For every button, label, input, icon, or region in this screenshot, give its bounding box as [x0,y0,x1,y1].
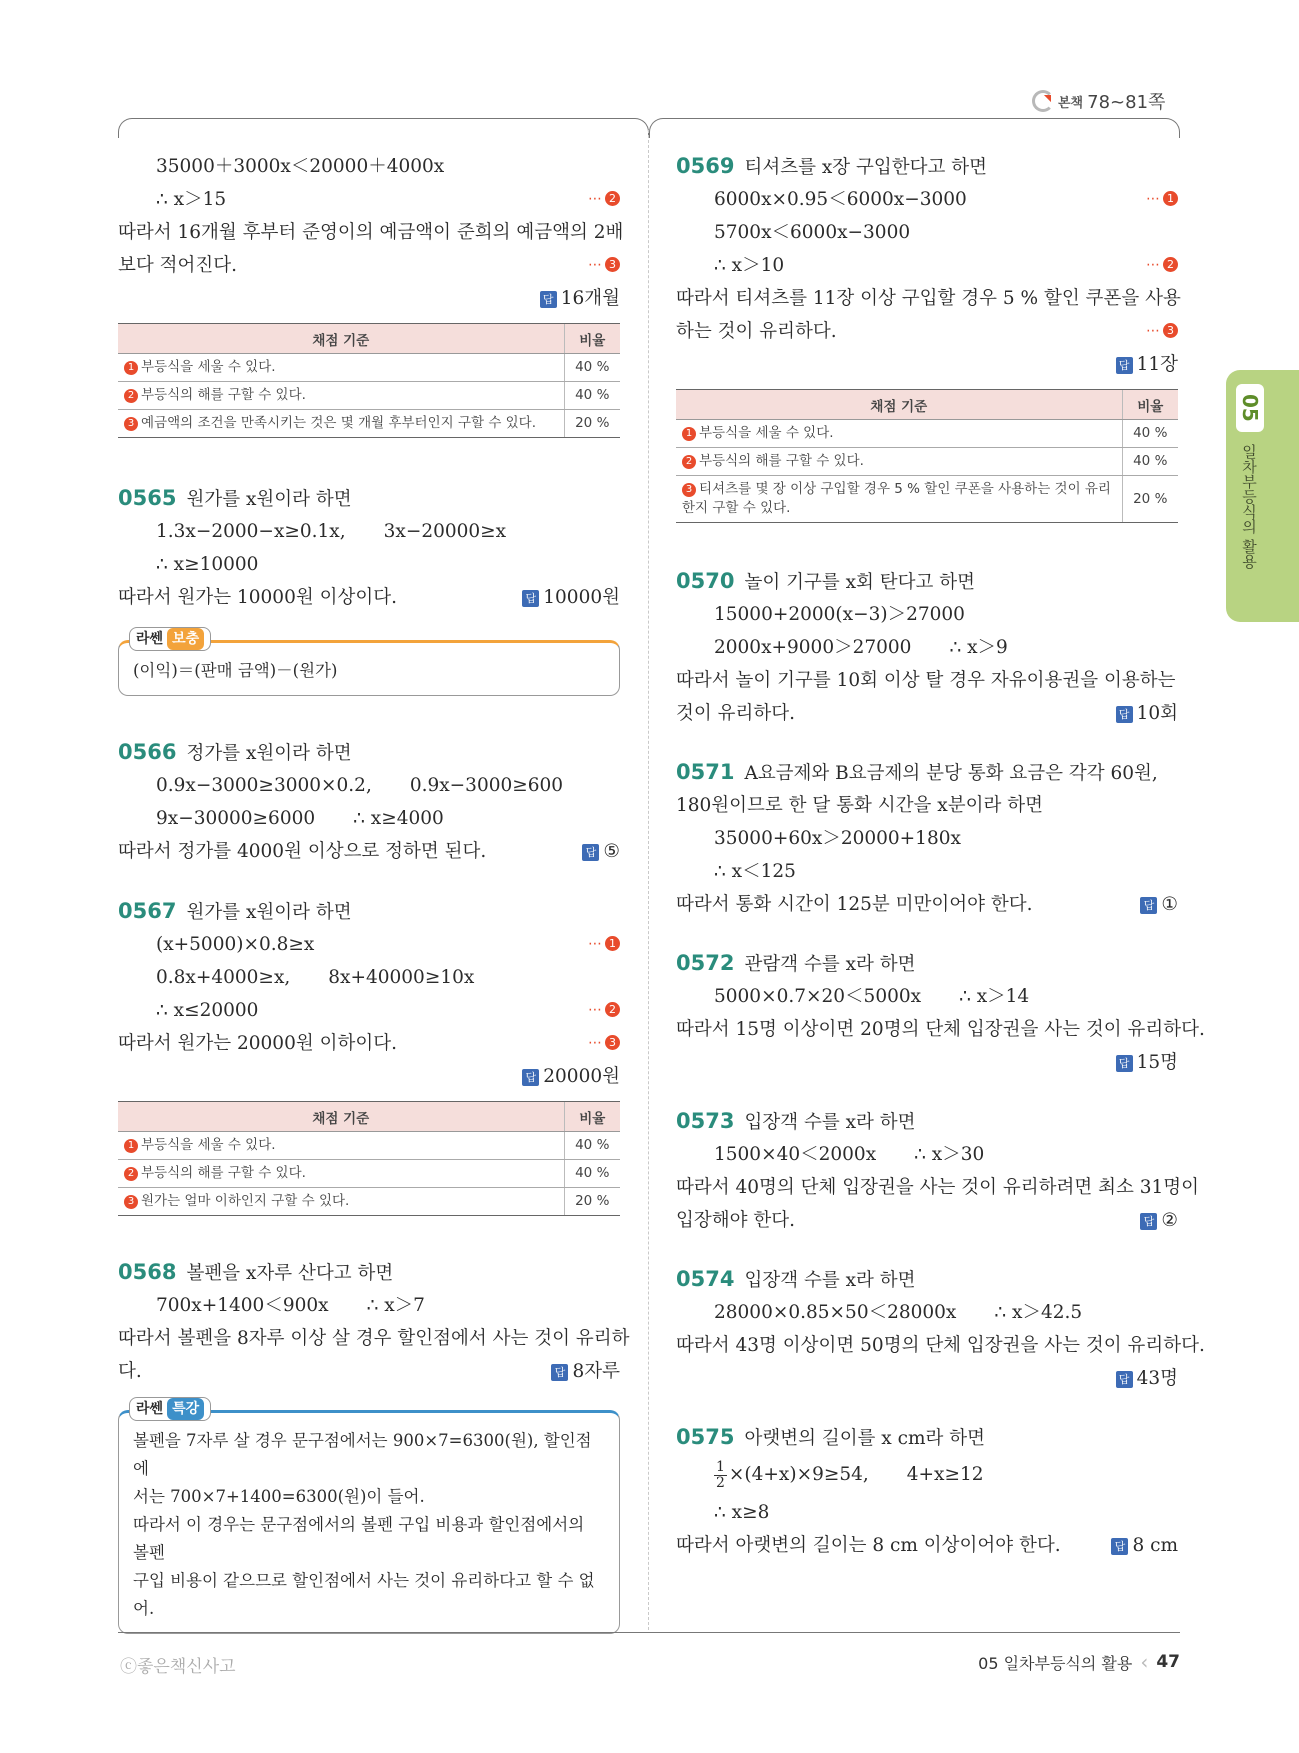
problem-heading: 0568 볼펜을 x자루 산다고 하면 [118,1260,394,1284]
answer-badge: 답 [1140,897,1157,914]
note-tag: 라쎈 보충 [129,627,211,651]
answer-badge: 답 [522,590,539,607]
footer-chapter: 05 일차부등식의 활용 [978,1653,1133,1673]
solution-line: 따라서 15명 이상이면 20명의 단체 입장권을 사는 것이 유리하다. [676,1019,1205,1040]
problem-heading: 0575 아랫변의 길이를 x cm라 하면 [676,1425,986,1449]
solution-line: 1.3x−2000−x≥0.1x, 3x−20000≥x [156,521,507,542]
solution-line: ∴ x＜125 [714,861,796,882]
problem-heading: 0566 정가를 x원이라 하면 [118,740,352,764]
step-marker: ⋯ 1 [1146,183,1178,216]
page-range: 78~81쪽 [1087,92,1166,113]
answer-badge: 답 [1116,706,1133,723]
solution-line: $\frac{1}{2}$ ×(4+x)×9≥54, 4+x≥12 [716,1458,984,1491]
publisher: ⓒ좋은책신사고 [120,1657,236,1677]
step-marker: ⋯ 1 [588,928,620,961]
answer: 답 10000원 [522,581,620,614]
fraction: $\frac{1}{2}$ [716,1458,725,1491]
chevron-left-icon: ‹ [1140,1650,1149,1674]
answer: 답 ② [1140,1204,1178,1237]
solution-line: 5000×0.7×20＜5000x ∴ x＞14 [714,986,1030,1007]
solution-line-with-answer: 다. 답 8자루 [118,1355,620,1388]
solution-line-with-answer: 것이 유리하다. 답 10회 [676,697,1178,730]
grading-table: 채점 기준 비율 1 부등식을 세울 수 있다. 40 % 2 부등식의 해를 구할 수 있다. 40 % 3 티셔츠를 몇 장 이상 구입할 경우 5 % 할인 쿠폰을 사용하는 것이 유리한지 구할 수 있다. 20 % [676,389,1178,523]
solution-line: 28000×0.85×50＜28000x ∴ x＞42.5 [714,1302,1083,1323]
solution-line: 35000＋3000x＜20000＋4000x [156,156,445,177]
answer-badge: 답 [1111,1538,1128,1555]
solution-line-with-step: 6000x×0.95＜6000x−3000 ⋯ 1 [676,183,1178,216]
grading-table: 채점 기준 비율 1 부등식을 세울 수 있다. 40 % 2 부등식의 해를 구할 수 있다. 40 % 3 예금액의 조건을 만족시키는 것은 몇 개월 후부터인지 구할 수 있다. 20 % [118,323,620,438]
problem-heading: 0565 원가를 x원이라 하면 [118,486,352,510]
chapter-side-tab [1226,370,1299,622]
problem-heading: 0567 원가를 x원이라 하면 [118,899,352,923]
problem-heading: 0572 관람객 수를 x라 하면 [676,951,916,975]
problem-heading: 0573 입장객 수를 x라 하면 [676,1109,916,1133]
return-arrow-icon [1032,90,1054,112]
footer-divider [118,1632,1180,1633]
solution-line-with-answer: 따라서 통화 시간이 125분 미만이어야 한다. 답 ① [676,888,1178,921]
solution-line: 2000x+9000＞27000 ∴ x＞9 [714,637,1008,658]
solution-line: 따라서 놀이 기구를 10회 이상 탈 경우 자유이용권을 이용하는 [676,670,1176,691]
special-lecture-note: 라쎈 특강 볼펜을 7자루 살 경우 문구점에서는 900×7=6300(원), 할인점에 서는 700×7+1400=6300(원)이 들어. 따라서 이 경우는 문구점에서의 볼펜 구입 비용과 할인점에서의 볼펜 구입 비용이 같으므로 할인점에서 사는 것이 유리하다고 할 수 없어. [118,1410,620,1634]
answer-badge: 답 [1116,357,1133,374]
solution-line-with-step: (x+5000)×0.8≥x ⋯ 1 [118,928,620,961]
answer: 답 20000원 [118,1060,620,1093]
solution-line: 9x−30000≥6000 ∴ x≥4000 [156,808,444,829]
solution-line: ∴ x≥10000 [156,554,259,575]
solution-line: 180원이므로 한 달 통화 시간을 x분이라 하면 [676,795,1043,816]
solution-line: 따라서 티셔츠를 11장 이상 구입할 경우 5 % 할인 쿠폰을 사용 [676,288,1181,309]
problem-heading: 0570 놀이 기구를 x회 탄다고 하면 [676,569,975,593]
solution-line: 15000+2000(x−3)＞27000 [714,604,965,625]
solution-line-with-answer: 입장해야 한다. 답 ② [676,1204,1178,1237]
solution-line-with-step: 따라서 원가는 20000원 이하이다. ⋯ 3 [118,1027,620,1060]
solution-line-with-step [118,249,620,282]
right-column-frame [649,118,1180,138]
problem-heading: 0574 입장객 수를 x라 하면 [676,1267,916,1291]
answer: 답 16개월 [118,282,620,315]
right-column [676,150,1205,1562]
solution-line: 700x+1400＜900x ∴ x＞7 [156,1295,425,1316]
solution-line-with-step: ∴ x＞10 ⋯ 2 [676,249,1178,282]
solution-line: 보다 적어진다. [118,255,237,276]
supplement-note: 라쎈 보충 (이익)＝(판매 금액)－(원가) [118,640,620,696]
left-column-frame [118,118,649,138]
solution-line-with-step: ∴ x≤20000 ⋯ 2 [118,994,620,1027]
chapter-number: 05 [1236,384,1264,432]
problem-heading: 0569 티셔츠를 x장 구입한다고 하면 [676,154,987,178]
note-tag: 라쎈 특강 [129,1397,211,1421]
answer-badge: 답 [551,1364,568,1381]
answer-badge: 답 [1140,1213,1157,1230]
solution-line: 1500×40＜2000x ∴ x＞30 [714,1144,985,1165]
book-label: 본책 [1058,95,1084,111]
solution-line-with-step: 하는 것이 유리하다. ⋯ 3 [676,315,1178,348]
solution-line-with-answer: 따라서 원가는 10000원 이상이다. 답 10000원 [118,581,620,614]
answer-badge: 답 [522,1069,539,1086]
answer: 답 ⑤ [582,835,620,868]
answer: 답 11장 [676,348,1178,381]
chapter-title: 일차부등식의 활용 [1240,444,1258,569]
problem-heading: 0571 A요금제와 B요금제의 분당 통화 요금은 각각 60원, [676,760,1158,784]
solution-line-with-answer: 따라서 정가를 4000원 이상으로 정하면 된다. 답 ⑤ [118,835,620,868]
solution-line-with-answer: 따라서 아랫변의 길이는 8 cm 이상이어야 한다. 답 8 cm [676,1529,1178,1562]
answer-badge: 답 [540,291,557,308]
solution-line: 0.8x+4000≥x, 8x+40000≥10x [156,967,475,988]
answer: 답 43명 [676,1362,1178,1395]
answer: 답 8자루 [551,1355,620,1388]
solution-line: 35000+60x＞20000+180x [714,828,961,849]
answer-badge: 답 [582,844,599,861]
answer: 답 10회 [1116,697,1178,730]
answer-badge: 답 [1116,1055,1133,1072]
answer: 답 8 cm [1111,1529,1178,1562]
grading-table: 채점 기준 비율 1 부등식을 세울 수 있다. 40 % 2 부등식의 해를 구할 수 있다. 40 % 3 원가는 얼마 이하인지 구할 수 있다. 20 % [118,1101,620,1216]
step-marker: ⋯ 3 [588,249,620,282]
left-column [118,150,630,1634]
answer: 답 15명 [676,1046,1178,1079]
step-marker: ⋯ 2 [1146,249,1178,282]
step-marker: ⋯ 2 [588,183,620,216]
solution-line: 5700x＜6000x−3000 [714,222,911,243]
step-marker: ⋯ 3 [588,1027,620,1060]
solution-line: ∴ x＞15 [156,189,227,210]
answer-badge: 답 [1116,1371,1133,1388]
answer: 답 ① [1140,888,1178,921]
solution-line: 따라서 43명 이상이면 50명의 단체 입장권을 사는 것이 유리하다. [676,1335,1205,1356]
solution-line-with-step [118,183,620,216]
column-divider [648,130,649,1630]
page-number: 47 [1156,1652,1180,1672]
solution-line: 따라서 16개월 후부터 준영이의 예금액이 준희의 예금액의 2배 [118,222,624,243]
solution-line: 0.9x−3000≥3000×0.2, 0.9x−3000≥600 [156,775,564,796]
step-marker: ⋯ 3 [1146,315,1178,348]
footer-info [978,1650,1180,1674]
page-reference [1032,88,1165,114]
solution-line: 따라서 40명의 단체 입장권을 사는 것이 유리하려면 최소 31명이 [676,1177,1200,1198]
solution-line: 따라서 볼펜을 8자루 이상 살 경우 할인점에서 사는 것이 유리하 [118,1328,630,1349]
solution-line: ∴ x≥8 [714,1502,770,1523]
step-marker: ⋯ 2 [588,994,620,1027]
